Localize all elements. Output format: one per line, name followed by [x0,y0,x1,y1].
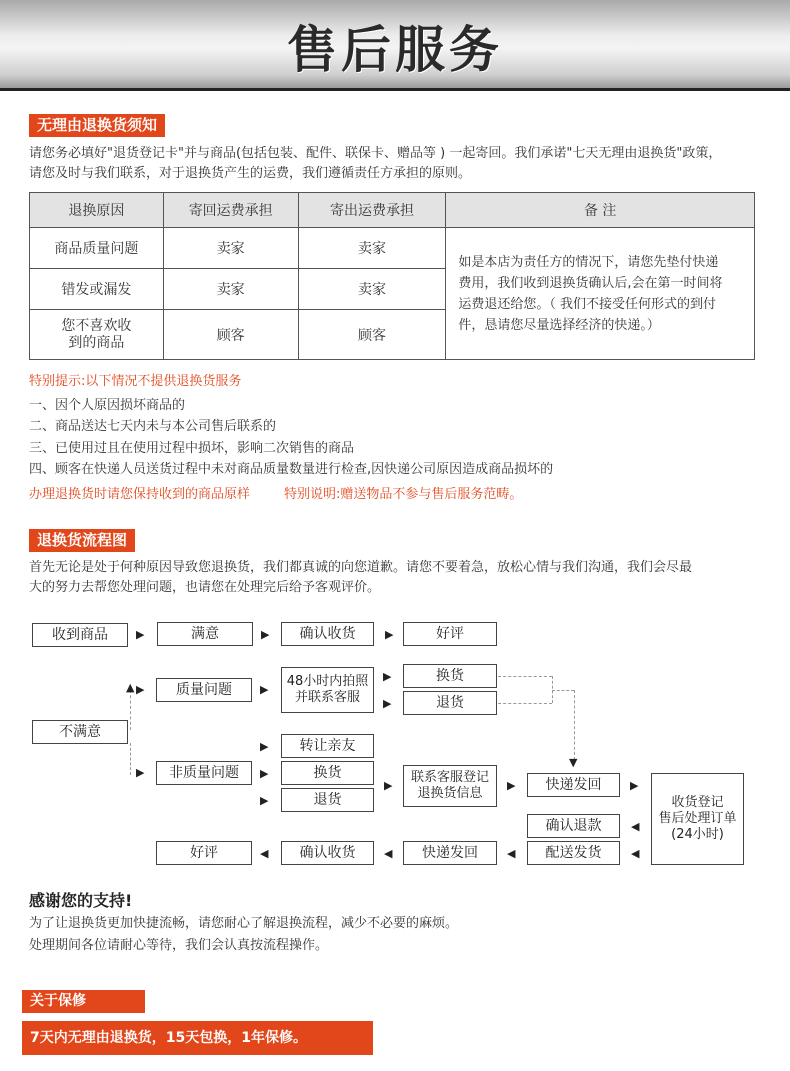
notice-title: 特别提示:以下情况不提供退换货服务 [29,374,242,389]
notice-item: 四、顾客在快递人员送货过程中未对商品质量数量进行检查,因快递公司原因造成商品损坏的 [29,462,554,477]
note-line: 如是本店为责任方的情况下，请您先垫付快递 [458,254,719,270]
send-fee-cell: 顾客 [298,310,446,360]
arrow-left-icon: ◀ [384,847,393,860]
flow-photo-contact [281,667,374,713]
arrow-right-icon: ▶ [260,683,269,696]
connector [130,690,131,730]
arrow-right-icon: ▶ [383,697,392,710]
footer-note-2: 特别说明:赠送物品不参与售后服务范畴。 [284,487,523,502]
arrow-right-icon: ▶ [383,670,392,683]
header-banner [0,0,790,88]
note-line: 件，恳请您尽量选择经济的快递。） [458,317,660,333]
flow-non-quality-issue: 非质量问题 [156,761,252,785]
return-fee-cell: 卖家 [163,228,298,269]
flow-confirm-receipt-top: 确认收货 [281,622,374,646]
register-line: (24小时) [671,827,724,842]
flow-good-review-top: 好评 [403,622,497,646]
photo-line: 48小时内拍照 [286,674,369,689]
connector [498,676,552,677]
arrow-right-icon: ▶ [260,794,269,807]
note-line: 运费退还给您。（ 我们不接受任何形式的到付 [458,296,717,312]
contact-line: 联系客服登记 [410,770,489,785]
arrow-left-icon: ◀ [631,820,640,833]
flow-transfer: 转让亲友 [281,734,374,758]
header-divider [0,88,790,91]
contact-line: 退换货信息 [417,786,483,801]
reason-cell: 商品质量问题 [30,228,164,269]
return-fee-cell: 卖家 [163,269,298,310]
table-header-row [30,193,755,228]
arrow-right-icon: ▶ [507,779,516,792]
flow-intro [29,558,774,598]
flow-contact-service [403,765,497,807]
flow-intro-line-2: 大的努力去帮您处理问题，也请您在处理完后给予客观评价。 [29,580,381,595]
table-header: 备 注 [446,193,755,228]
section-label-warranty: 关于保修 [22,990,145,1013]
table-row [30,228,755,269]
flow-delivery: 配送发货 [527,841,620,865]
arrow-right-icon: ▶ [136,628,145,641]
reason-line: 到的商品 [68,334,125,351]
flow-return-mid: 退货 [281,788,374,812]
thanks-line-2: 处理期间各位请耐心等待，我们会认真按流程操作。 [29,938,329,953]
register-line: 收货登记 [671,795,724,810]
arrow-right-icon: ▶ [260,767,269,780]
reason-cell [30,310,164,360]
arrow-down-icon: ▼ [569,756,578,769]
section-label-flowchart: 退换货流程图 [29,529,135,552]
flow-satisfied: 满意 [157,622,253,646]
policy-intro-line-1: 请您务必填好"退货登记卡"并与商品(包括包装、配件、联保卡、赠品等 ) 一起寄回。我们承诺"七天无理由退换货"政策， [29,146,722,161]
flow-good-review-bottom: 好评 [156,841,252,865]
table-header: 寄回运费承担 [163,193,298,228]
send-fee-cell: 卖家 [298,228,446,269]
connector [130,743,131,775]
flow-exchange-mid: 换货 [281,761,374,785]
flow-ship-back-bottom: 快递发回 [403,841,497,865]
flow-quality-issue: 质量问题 [156,678,252,702]
flow-ship-back: 快递发回 [527,773,620,797]
flow-return-top: 退货 [403,691,497,715]
flow-intro-line-1: 首先无论是处于何种原因导致您退换货，我们都真诚的向您道歉。请您不要着急，放松心情与我们沟通，我们会尽最 [29,560,693,575]
arrow-right-icon: ▶ [136,766,145,779]
return-policy-table [29,192,755,360]
flow-confirm-receipt-bottom: 确认收货 [281,841,374,865]
arrow-up-icon: ▲ [126,681,135,694]
arrow-right-icon: ▶ [630,779,639,792]
note-line: 费用，我们收到退换货确认后,会在第一时间将 [458,275,723,291]
notice-item: 一、因个人原因损坏商品的 [29,398,186,413]
policy-intro [29,144,769,184]
flow-register-order [651,773,744,865]
flow-exchange-top: 换货 [403,664,497,688]
send-fee-cell: 卖家 [298,269,446,310]
photo-line: 并联系客服 [294,690,360,705]
flow-received: 收到商品 [32,623,128,647]
arrow-right-icon: ▶ [261,628,270,641]
flow-unsatisfied: 不满意 [32,720,128,744]
return-fee-cell: 顾客 [163,310,298,360]
table-header: 退换原因 [30,193,164,228]
table-header: 寄出运费承担 [298,193,446,228]
note-cell [446,228,755,360]
arrow-left-icon: ◀ [507,847,516,860]
section-label-return-policy: 无理由退换货须知 [29,114,165,137]
reason-cell: 错发或漏发 [30,269,164,310]
arrow-left-icon: ◀ [260,847,269,860]
notice-item: 二、商品送达七天内未与本公司售后联系的 [29,419,277,434]
connector [498,703,552,704]
notice-item: 三、已使用过且在使用过程中损坏，影响二次销售的商品 [29,441,355,456]
connector [574,690,575,760]
flow-confirm-refund: 确认退款 [527,814,620,838]
page-title: 售后服务 [287,21,503,79]
arrow-right-icon: ▶ [260,740,269,753]
thanks-line-1: 为了让退换货更加快捷流畅，请您耐心了解退换流程，减少不必要的麻烦。 [29,916,459,931]
arrow-right-icon: ▶ [384,779,393,792]
reason-line: 您不喜欢收 [61,317,132,334]
thanks-title: 感谢您的支持! [29,891,133,910]
warranty-banner: 7天内无理由退换货，15天包换，1年保修。 [22,1021,373,1055]
register-line: 售后处理订单 [658,811,737,826]
arrow-right-icon: ▶ [136,683,145,696]
connector [552,690,574,691]
arrow-left-icon: ◀ [631,847,640,860]
footer-note-1: 办理退换货时请您保持收到的商品原样 [29,487,251,502]
policy-intro-line-2: 请您及时与我们联系，对于退换货产生的运费，我们遵循责任方承担的原则。 [29,166,472,181]
arrow-right-icon: ▶ [385,628,394,641]
